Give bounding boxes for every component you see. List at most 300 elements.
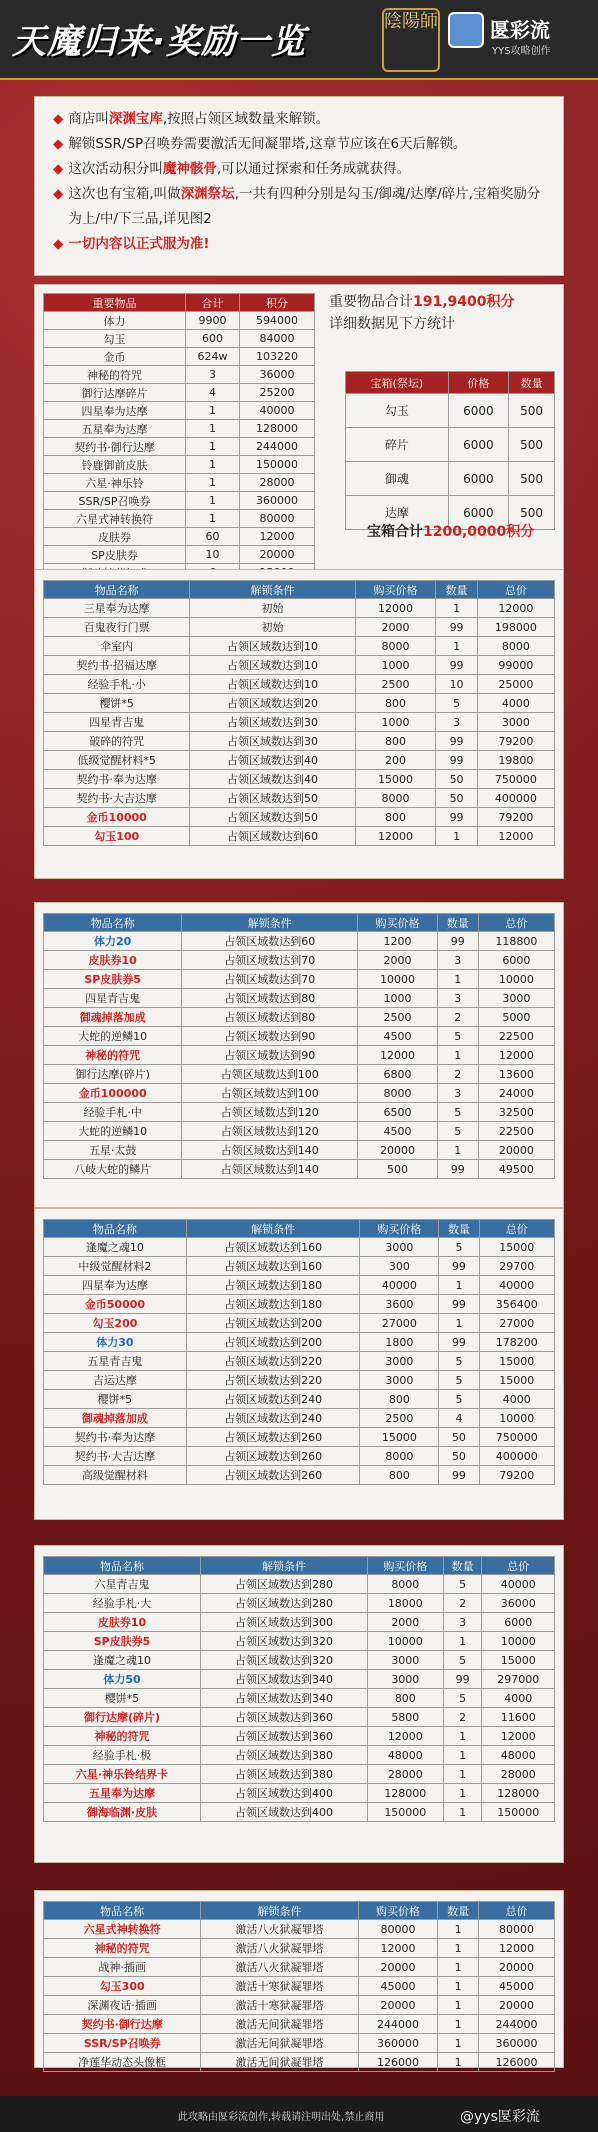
table-cell: 25200: [240, 384, 315, 402]
shop-table: [43, 913, 555, 1179]
table-cell: 占领区域数达到260: [186, 1447, 360, 1466]
table-row: [44, 694, 555, 713]
table-cell: 10000: [479, 1409, 554, 1428]
table-cell: 金币: [44, 348, 186, 366]
table-cell: 契约书·奉为达摩: [44, 770, 190, 789]
table-cell: 1: [436, 637, 477, 656]
table-cell: 13600: [478, 1065, 554, 1084]
table-cell: 1: [439, 1276, 479, 1295]
summary-total-value: 191,9400积分: [413, 294, 515, 310]
table-cell: 初始: [190, 618, 355, 637]
shop-header-row: [44, 914, 555, 932]
column-header: 解锁条件: [186, 1220, 360, 1238]
table-cell: 99: [443, 1670, 482, 1689]
table-cell: 占领区域数达到160: [186, 1238, 360, 1257]
table-cell: 铃鹿御前皮肤: [44, 456, 186, 474]
bullet-icon: ◆: [53, 186, 64, 202]
table-cell: 占领区域数达到60: [190, 827, 355, 846]
table-cell: 体力30: [44, 1333, 187, 1352]
table-cell: 9900: [186, 312, 240, 330]
table-cell: SSR/SP召唤券: [44, 2034, 201, 2053]
table-cell: 占领区域数达到340: [201, 1689, 368, 1708]
table-cell: 3000: [360, 1371, 439, 1390]
table-cell: 50: [436, 770, 477, 789]
table-cell: SP皮肤券: [44, 546, 186, 564]
table-cell: 49500: [478, 1160, 554, 1179]
table-cell: 占领区域数达到60: [182, 932, 358, 951]
table-cell: 1: [437, 1046, 478, 1065]
box-total: [367, 521, 534, 541]
column-header: 解锁条件: [201, 1557, 368, 1575]
table-cell: 占领区域数达到120: [182, 1103, 358, 1122]
brand-name: 匽彩流: [490, 18, 550, 42]
table-cell: 占领区域数达到360: [201, 1727, 368, 1746]
table-cell: 皮肤券10: [44, 1613, 201, 1632]
table-cell: 1: [438, 2053, 479, 2072]
table-cell: 占领区域数达到400: [201, 1784, 368, 1803]
table-cell: 99: [439, 1466, 479, 1485]
table-row: [44, 656, 555, 675]
table-cell: 28000: [482, 1765, 555, 1784]
box-header-row: [346, 372, 555, 394]
table-cell: 84000: [240, 330, 315, 348]
note-highlight: 深渊宝库: [108, 111, 163, 127]
table-cell: 150000: [482, 1803, 555, 1822]
table-cell: 御行达摩(碎片): [44, 1065, 182, 1084]
table-cell: 2: [443, 1594, 482, 1613]
table-cell: 占领区域数达到260: [186, 1428, 360, 1447]
summary-table: [43, 293, 315, 582]
table-cell: 15000: [482, 1651, 555, 1670]
table-row: [44, 1276, 555, 1295]
table-cell: 99: [436, 732, 477, 751]
table-cell: 20000: [358, 1958, 438, 1977]
table-row: [44, 402, 315, 420]
table-cell: 99: [436, 656, 477, 675]
table-row: [44, 1141, 555, 1160]
table-cell: 400000: [477, 789, 554, 808]
table-cell: 3000: [360, 1352, 439, 1371]
table-cell: 360000: [240, 492, 315, 510]
table-cell: 1: [437, 1141, 478, 1160]
table-cell: 3000: [360, 1238, 439, 1257]
table-row: [44, 1670, 555, 1689]
table-cell: 经验手札·中: [44, 1103, 182, 1122]
table-cell: 99: [439, 1295, 479, 1314]
table-cell: 6000: [478, 951, 554, 970]
summary-total: [329, 291, 515, 335]
table-row: [44, 732, 555, 751]
table-cell: 8000: [358, 1084, 438, 1103]
table-cell: 4000: [479, 1390, 554, 1409]
table-cell: 神秘的符咒: [44, 1939, 201, 1958]
column-header: 物品名称: [44, 1220, 187, 1238]
table-cell: 占领区域数达到280: [201, 1575, 368, 1594]
summary-total-note: 详细数据见下方统计: [329, 316, 455, 332]
game-logo-text: 陰陽師: [384, 11, 438, 32]
table-cell: 6800: [358, 1065, 438, 1084]
table-cell: 1: [438, 1996, 479, 2015]
game-logo: [382, 8, 440, 72]
table-cell: 20000: [478, 1958, 554, 1977]
table-cell: 60: [186, 528, 240, 546]
table-cell: 99000: [477, 656, 554, 675]
table-cell: 皮肤券: [44, 528, 186, 546]
table-cell: 2500: [360, 1409, 439, 1428]
column-header: 总价: [478, 914, 554, 932]
table-cell: 2: [437, 1065, 478, 1084]
box-table-body: [346, 394, 555, 530]
table-cell: 5: [443, 1651, 482, 1670]
table-cell: 6000: [482, 1613, 555, 1632]
table-row: [44, 330, 315, 348]
table-cell: 99: [439, 1333, 479, 1352]
table-cell: SSR/SP召唤券: [44, 492, 186, 510]
table-cell: 占领区域数达到80: [182, 989, 358, 1008]
table-cell: 244000: [358, 2015, 438, 2034]
table-row: [44, 675, 555, 694]
table-cell: 占领区域数达到360: [201, 1708, 368, 1727]
table-cell: 3: [437, 989, 478, 1008]
table-cell: 4500: [358, 1027, 438, 1046]
table-row: [44, 1428, 555, 1447]
table-cell: 大蛇的逆鳞10: [44, 1027, 182, 1046]
table-row: [44, 1295, 555, 1314]
note-text: ,按照占领区域数量来解锁。: [162, 111, 330, 127]
box-total-value: 1200,0000积分: [423, 524, 535, 540]
table-cell: 10: [186, 546, 240, 564]
table-cell: 大蛇的逆鳞10: [44, 1122, 182, 1141]
table-cell: 三星奉为达摩: [44, 599, 190, 618]
table-cell: 伞室内: [44, 637, 190, 656]
note-text: 这次活动积分叫: [68, 161, 163, 177]
table-cell: 80000: [240, 510, 315, 528]
column-header: 数量: [438, 1902, 479, 1920]
table-row: [44, 1333, 555, 1352]
table-cell: 80000: [358, 1920, 438, 1939]
table-cell: 12000: [477, 599, 554, 618]
shop-table-panel-4: [34, 1545, 564, 1863]
table-cell: 11600: [482, 1708, 555, 1727]
table-cell: 占领区域数达到30: [190, 732, 355, 751]
table-cell: 15000: [479, 1352, 554, 1371]
note-item: [53, 232, 545, 257]
note-item: [53, 182, 545, 232]
table-cell: 勾玉: [346, 394, 449, 428]
table-cell: 198000: [477, 618, 554, 637]
table-cell: 3000: [367, 1670, 443, 1689]
table-row: [44, 474, 315, 492]
table-cell: 神秘的符咒: [44, 366, 186, 384]
table-cell: 占领区域数达到20: [190, 694, 355, 713]
table-cell: 5800: [367, 1708, 443, 1727]
table-cell: 金币10000: [44, 808, 190, 827]
column-header: 物品名称: [44, 914, 182, 932]
table-cell: 5: [439, 1371, 479, 1390]
table-row: [44, 420, 315, 438]
table-cell: 79200: [477, 732, 554, 751]
table-cell: 御海临渊·皮肤: [44, 1803, 201, 1822]
table-row: [44, 1920, 555, 1939]
shop-header-row: [44, 581, 555, 599]
table-cell: 3: [443, 1613, 482, 1632]
table-cell: 1: [443, 1803, 482, 1822]
table-row: [44, 932, 555, 951]
table-cell: 8000: [355, 637, 436, 656]
table-row: [44, 1103, 555, 1122]
table-cell: 占领区域数达到10: [190, 675, 355, 694]
table-cell: 12000: [355, 599, 436, 618]
table-row: [44, 1122, 555, 1141]
table-cell: 1000: [355, 656, 436, 675]
bullet-icon: ◆: [53, 111, 64, 127]
table-cell: 1: [443, 1784, 482, 1803]
note-item: [53, 132, 545, 157]
column-header: 总价: [482, 1557, 555, 1575]
table-cell: 4: [186, 384, 240, 402]
table-cell: 50: [439, 1447, 479, 1466]
table-cell: 624w: [186, 348, 240, 366]
table-cell: 樱饼*5: [44, 694, 190, 713]
table-cell: 6000: [448, 428, 508, 462]
table-cell: 勾玉100: [44, 827, 190, 846]
table-cell: 占领区域数达到200: [186, 1314, 360, 1333]
table-cell: 占领区域数达到400: [201, 1803, 368, 1822]
column-header: 购买价格: [360, 1220, 439, 1238]
column-header: 总价: [479, 1220, 554, 1238]
table-cell: 1: [186, 456, 240, 474]
column-header: 数量: [439, 1220, 479, 1238]
table-cell: 3: [437, 1084, 478, 1103]
table-cell: 激活八火狱凝罪塔: [201, 1920, 358, 1939]
bullet-icon: ◆: [53, 136, 64, 152]
table-cell: 1: [437, 970, 478, 989]
table-cell: 15000: [360, 1428, 439, 1447]
table-cell: 19800: [477, 751, 554, 770]
table-cell: 樱饼*5: [44, 1689, 201, 1708]
table-cell: 皮肤券10: [44, 951, 182, 970]
table-cell: 6000: [448, 394, 508, 428]
shop-header-row: [44, 1557, 555, 1575]
table-cell: 6000: [448, 496, 508, 530]
column-header: 解锁条件: [190, 581, 355, 599]
table-cell: 1: [443, 1632, 482, 1651]
table-cell: 800: [360, 1466, 439, 1485]
table-cell: 2: [443, 1708, 482, 1727]
table-cell: 占领区域数达到180: [186, 1295, 360, 1314]
table-cell: 178200: [479, 1333, 554, 1352]
table-cell: 御行达摩(碎片): [44, 1708, 201, 1727]
note-text: ,一共有四种分别是勾玉/御魂/达摩/碎片,宝箱奖励分为上/中/下三品,详见图2: [68, 186, 541, 227]
table-cell: 8000: [477, 637, 554, 656]
table-cell: 800: [355, 694, 436, 713]
table-row: [346, 462, 555, 496]
table-cell: 1: [438, 1977, 479, 1996]
table-row: [44, 2015, 555, 2034]
table-cell: 20000: [478, 1141, 554, 1160]
shop-table: [43, 1556, 555, 1822]
table-row: [44, 789, 555, 808]
table-row: [44, 970, 555, 989]
table-cell: 四星奉为达摩: [44, 1276, 187, 1295]
column-header: 解锁条件: [182, 914, 358, 932]
table-cell: 神秘的符咒: [44, 1727, 201, 1746]
column-header: 物品名称: [44, 1902, 201, 1920]
table-cell: 激活十寒狱凝罪塔: [201, 1996, 358, 2015]
table-cell: 118800: [478, 932, 554, 951]
table-cell: 5: [436, 694, 477, 713]
table-row: [44, 1765, 555, 1784]
table-cell: 1800: [360, 1333, 439, 1352]
table-cell: 500: [358, 1160, 438, 1179]
table-row: [44, 1371, 555, 1390]
table-cell: 勾玉: [44, 330, 186, 348]
column-header: 数量: [509, 372, 555, 394]
table-cell: 占领区域数达到70: [182, 970, 358, 989]
table-cell: 150000: [240, 456, 315, 474]
table-cell: 金币100000: [44, 1084, 182, 1103]
table-row: [44, 1689, 555, 1708]
summary-header-row: [44, 294, 315, 312]
table-cell: 36000: [482, 1594, 555, 1613]
shop-table-body: [44, 932, 555, 1179]
table-cell: 99: [437, 932, 478, 951]
table-cell: 40000: [360, 1276, 439, 1295]
table-cell: 12000: [477, 827, 554, 846]
table-cell: 御行达摩碎片: [44, 384, 186, 402]
final-note: 一切内容以正式服为准!: [68, 236, 210, 252]
table-cell: 吉运达摩: [44, 1371, 187, 1390]
shop-table-body: [44, 1920, 555, 2072]
column-header: 宝箱(祭坛): [346, 372, 449, 394]
table-cell: 占领区域数达到100: [182, 1065, 358, 1084]
table-cell: 8000: [355, 789, 436, 808]
table-cell: 600: [186, 330, 240, 348]
table-cell: 激活八火狱凝罪塔: [201, 1939, 358, 1958]
note-item: [53, 157, 545, 182]
shop-table-panel-3: [34, 1208, 564, 1520]
summary-table-body: [44, 312, 315, 582]
table-cell: 10: [436, 675, 477, 694]
page-footer: [0, 2096, 598, 2132]
table-cell: 御魂掉落加成: [44, 1008, 182, 1027]
footer-text: 此攻略由匽彩流创作,转载请注明出处,禁止商用: [178, 2112, 385, 2123]
table-cell: 12000: [240, 528, 315, 546]
table-cell: 10000: [478, 970, 554, 989]
table-row: [44, 770, 555, 789]
table-row: [44, 546, 315, 564]
table-cell: 80000: [478, 1920, 554, 1939]
table-cell: 勾玉200: [44, 1314, 187, 1333]
table-cell: 25000: [477, 675, 554, 694]
table-cell: 低级觉醒材料*5: [44, 751, 190, 770]
table-cell: 占领区域数达到40: [190, 770, 355, 789]
table-cell: 32500: [478, 1103, 554, 1122]
table-row: [44, 1390, 555, 1409]
table-cell: 六星青吉鬼: [44, 1575, 201, 1594]
table-cell: 126000: [358, 2053, 438, 2072]
table-cell: 契约书·御行达摩: [44, 438, 186, 456]
column-header: 物品名称: [44, 1557, 201, 1575]
column-header: 总价: [477, 581, 554, 599]
table-cell: 3000: [478, 989, 554, 1008]
table-row: [44, 1651, 555, 1670]
table-cell: 占领区域数达到380: [201, 1765, 368, 1784]
table-row: [44, 1803, 555, 1822]
table-cell: 750000: [479, 1428, 554, 1447]
table-cell: 500: [509, 394, 555, 428]
table-cell: 12000: [358, 1046, 438, 1065]
table-cell: 4500: [358, 1122, 438, 1141]
column-header: 购买价格: [367, 1557, 443, 1575]
table-cell: 5: [437, 1103, 478, 1122]
column-header: 总价: [478, 1902, 554, 1920]
table-cell: 战神·插画: [44, 1958, 201, 1977]
table-cell: 1: [186, 438, 240, 456]
note-highlight: 深渊祭坛: [180, 186, 235, 202]
table-row: [44, 1939, 555, 1958]
table-cell: 12000: [355, 827, 436, 846]
table-cell: 800: [355, 732, 436, 751]
table-cell: 六星·神乐铃: [44, 474, 186, 492]
table-cell: 20000: [478, 1996, 554, 2015]
table-cell: 400000: [479, 1447, 554, 1466]
table-cell: 12000: [358, 1939, 438, 1958]
table-cell: 百鬼夜行门票: [44, 618, 190, 637]
table-row: [44, 1046, 555, 1065]
column-header: 购买价格: [355, 581, 436, 599]
table-cell: 契约书·招福达摩: [44, 656, 190, 675]
table-row: [44, 528, 315, 546]
table-cell: 3: [437, 951, 478, 970]
table-cell: 4000: [477, 694, 554, 713]
table-cell: 占领区域数达到40: [190, 751, 355, 770]
table-cell: 40000: [482, 1575, 555, 1594]
table-cell: 800: [355, 808, 436, 827]
table-cell: 占领区域数达到300: [201, 1613, 368, 1632]
table-row: [44, 384, 315, 402]
table-cell: 契约书·御行达摩: [44, 2015, 201, 2034]
table-row: [44, 1084, 555, 1103]
shop-table-panel-1: [34, 569, 564, 879]
table-cell: 1200: [358, 932, 438, 951]
table-cell: 4: [439, 1409, 479, 1428]
table-cell: 六星式神转换符: [44, 510, 186, 528]
table-cell: 12000: [478, 1939, 554, 1958]
table-row: [44, 1996, 555, 2015]
table-cell: 79200: [479, 1466, 554, 1485]
table-cell: 5: [437, 1027, 478, 1046]
table-row: [44, 989, 555, 1008]
table-row: [44, 637, 555, 656]
table-cell: 27000: [479, 1314, 554, 1333]
table-row: [44, 456, 315, 474]
table-row: [44, 1746, 555, 1765]
column-header: 重要物品: [44, 294, 186, 312]
table-cell: 244000: [478, 2015, 554, 2034]
bullet-icon: ◆: [53, 161, 64, 177]
table-cell: 神秘的符咒: [44, 1046, 182, 1065]
table-cell: 中级觉醒材料2: [44, 1257, 187, 1276]
table-cell: 29700: [479, 1257, 554, 1276]
table-row: [44, 713, 555, 732]
table-cell: 占领区域数达到50: [190, 789, 355, 808]
table-cell: 2500: [358, 1008, 438, 1027]
table-row: [44, 1958, 555, 1977]
column-header: 数量: [436, 581, 477, 599]
table-cell: 594000: [240, 312, 315, 330]
table-cell: 占领区域数达到90: [182, 1046, 358, 1065]
